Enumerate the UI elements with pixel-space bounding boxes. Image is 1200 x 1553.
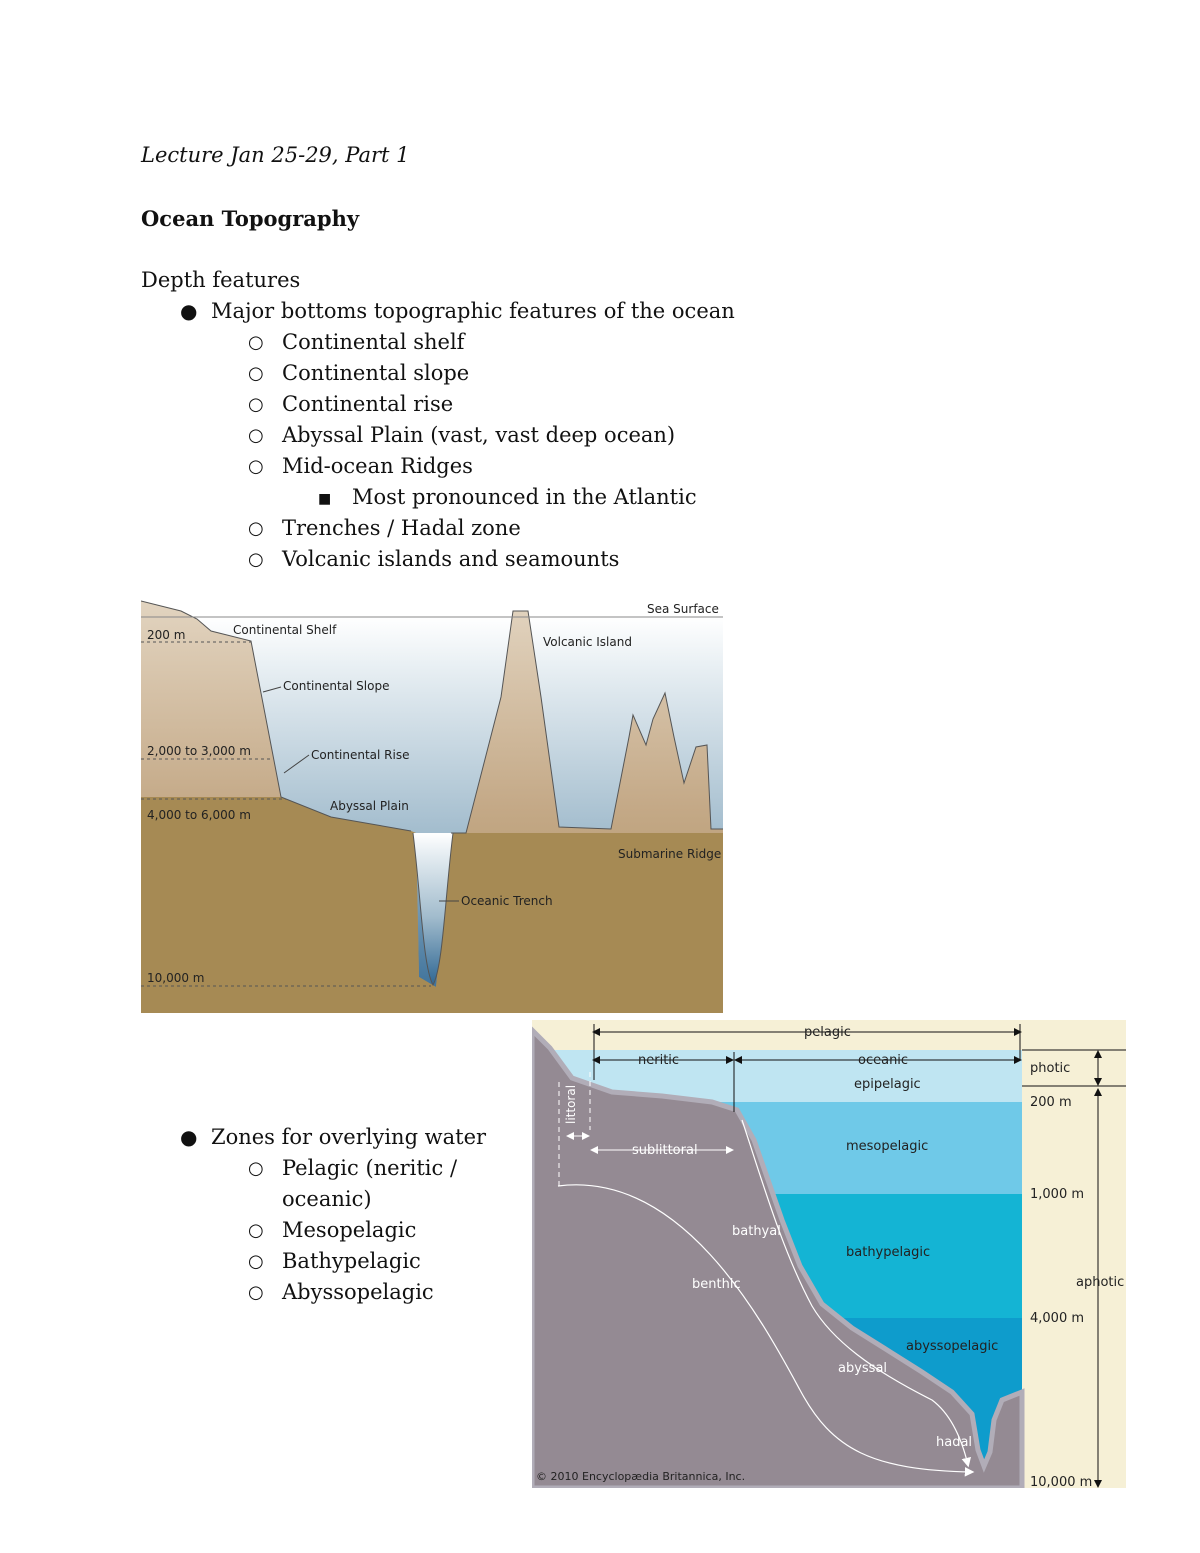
square-bullet-icon: ■ [318, 491, 332, 507]
depth-4000m-label: 4,000 m [1030, 1311, 1085, 1326]
circle-bullet-icon: ○ [248, 1282, 264, 1303]
depth-4000-label: 4,000 to 6,000 m [147, 808, 251, 822]
list-item [248, 389, 454, 420]
list-item [248, 420, 676, 451]
depth-2000-label: 2,000 to 3,000 m [147, 744, 251, 758]
list-item [248, 1277, 434, 1308]
list-item-label: Zones for overlying water [211, 1125, 487, 1149]
circle-bullet-icon: ○ [248, 518, 264, 539]
abyssal-plain-label: Abyssal Plain [330, 799, 409, 813]
oceanic-label: oceanic [858, 1053, 909, 1068]
neritic-label: neritic [638, 1053, 680, 1068]
list-item [248, 1215, 417, 1246]
circle-bullet-icon: ○ [248, 394, 264, 415]
list-item-label: oceanic) [282, 1187, 372, 1211]
bathyal-label: bathyal [732, 1224, 781, 1239]
list-item-label: Major bottoms topographic features of the ocean [211, 299, 735, 323]
pelagic-label: pelagic [804, 1025, 851, 1040]
bullet-icon: ● [180, 1125, 198, 1149]
list-item [248, 358, 470, 389]
list-item-label: Mesopelagic [282, 1218, 417, 1242]
circle-bullet-icon: ○ [248, 549, 264, 570]
hadal-label: hadal [936, 1435, 973, 1450]
continental-slope-label: Continental Slope [283, 679, 390, 693]
submarine-ridge-label: Submarine Ridge [618, 847, 722, 861]
list-item-label: Pelagic (neritic / [282, 1156, 458, 1180]
list-item [180, 1122, 487, 1153]
depth-200-label: 200 m [147, 628, 186, 642]
epipelagic-label: epipelagic [854, 1077, 921, 1092]
list-item-continuation [282, 1184, 372, 1215]
list-item-label: Abyssopelagic [282, 1280, 434, 1304]
circle-bullet-icon: ○ [248, 425, 264, 446]
circle-bullet-icon: ○ [248, 1158, 264, 1179]
sea-surface-label: Sea Surface [647, 602, 719, 616]
document-title: Ocean Topography [141, 206, 360, 231]
list-item [180, 296, 735, 327]
list-item-label: Bathypelagic [282, 1249, 421, 1273]
list-item-label: Volcanic islands and seamounts [282, 547, 620, 571]
mesopelagic-label: mesopelagic [846, 1139, 929, 1154]
oceanic-trench-label: Oceanic Trench [461, 894, 553, 908]
depth-1000m-label: 1,000 m [1030, 1187, 1085, 1202]
list-item-label: Continental shelf [282, 330, 465, 354]
benthic-label: benthic [692, 1277, 741, 1292]
list-item-label: Most pronounced in the Atlantic [352, 485, 697, 509]
circle-bullet-icon: ○ [248, 456, 264, 477]
photic-label: photic [1030, 1061, 1071, 1076]
bullet-icon: ● [180, 299, 198, 323]
list-item-label: Continental slope [282, 361, 470, 385]
circle-bullet-icon: ○ [248, 1251, 264, 1272]
lecture-title: Lecture Jan 25-29, Part 1 [141, 143, 410, 167]
volcanic-island-label: Volcanic Island [543, 635, 632, 649]
aphotic-label: aphotic [1076, 1275, 1125, 1290]
ocean-topography-diagram [141, 597, 723, 1013]
circle-bullet-icon: ○ [248, 363, 264, 384]
list-item [248, 1246, 421, 1277]
list-item [248, 451, 473, 482]
list-item [248, 544, 620, 575]
list-item-label: Mid-ocean Ridges [282, 454, 473, 478]
continental-shelf-label: Continental Shelf [233, 623, 337, 637]
list-item-label: Trenches / Hadal zone [282, 516, 521, 540]
depth-200m-label: 200 m [1030, 1095, 1072, 1110]
littoral-label: littoral [564, 1084, 578, 1124]
copyright-label: © 2010 Encyclopædia Britannica, Inc. [536, 1470, 746, 1483]
list-item [248, 1153, 458, 1184]
circle-bullet-icon: ○ [248, 332, 264, 353]
bathypelagic-label: bathypelagic [846, 1245, 931, 1260]
circle-bullet-icon: ○ [248, 1220, 264, 1241]
section-heading: Depth features [141, 268, 301, 292]
abyssopelagic-label: abyssopelagic [906, 1339, 999, 1354]
list-item [318, 482, 697, 513]
list-item-label: Continental rise [282, 392, 454, 416]
continental-rise-label: Continental Rise [311, 748, 410, 762]
list-item-label: Abyssal Plain (vast, vast deep ocean) [282, 423, 676, 447]
sublittoral-label: sublittoral [632, 1143, 698, 1158]
abyssal-label: abyssal [838, 1361, 888, 1376]
list-item [248, 513, 521, 544]
depth-10000-label: 10,000 m [147, 971, 205, 985]
ocean-zones-diagram [532, 1020, 1126, 1488]
depth-10000m-label: 10,000 m [1030, 1475, 1093, 1488]
list-item [248, 327, 465, 358]
